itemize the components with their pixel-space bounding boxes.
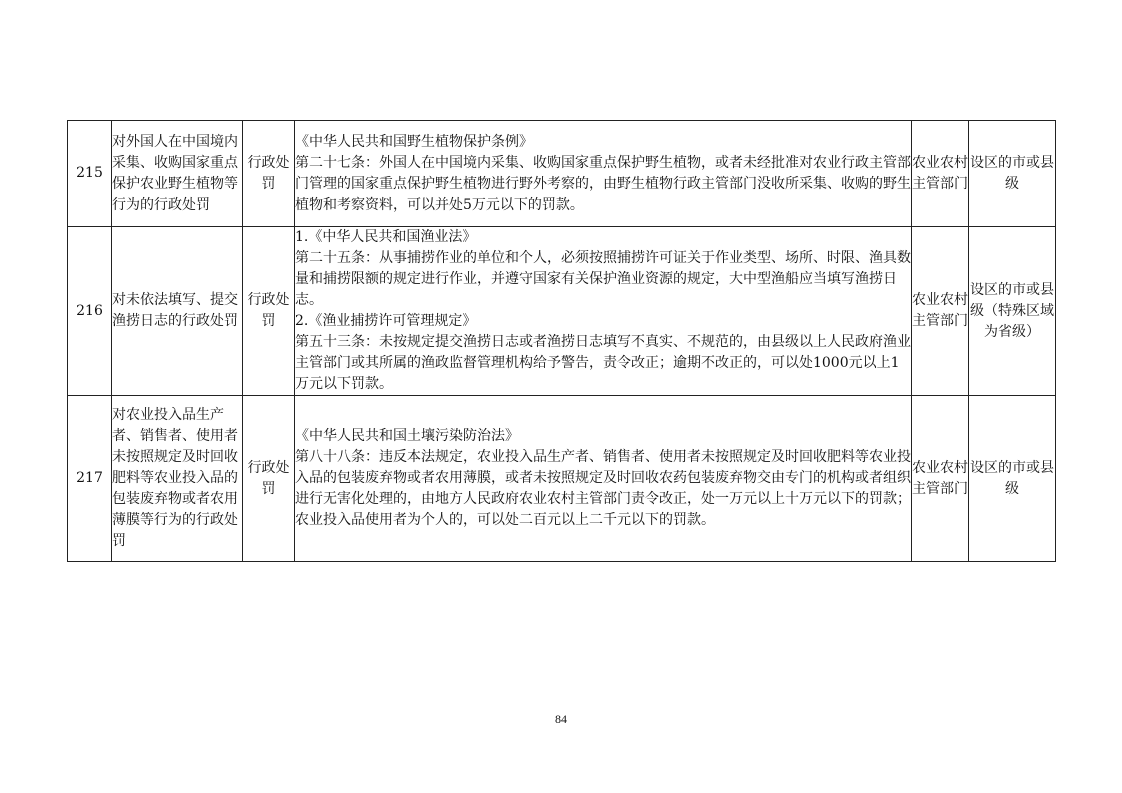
legal-basis <box>295 121 912 227</box>
basis-line: 第二十五条：从事捕捞作业的单位和个人，必须按照捕捞许可证关于作业类型、场所、时限、渔具数量和捕捞限额的规定进行作业，并遵守国家有关保护渔业资源的规定，大中型渔船应当填写渔捞日志。 <box>295 250 911 308</box>
basis-line: 第五十三条：未按规定提交渔捞日志或者渔捞日志填写不真实、不规范的，由县级以上人民政府渔业主管部门或其所属的渔政监督管理机构给予警告，责令改正；逾期不改正的，可以处1000元以上1万元以下罚款。 <box>295 334 911 392</box>
basis-line: 《中华人民共和国野生植物保护条例》 <box>295 133 533 150</box>
responsible-department: 农业农村主管部门 <box>912 121 969 227</box>
basis-line: 2.《渔业捕捞许可管理规定》 <box>295 313 477 329</box>
enforcement-level: 设区的市或县级 <box>969 396 1056 562</box>
basis-line: 1.《中华人民共和国渔业法》 <box>295 229 477 245</box>
item-name: 对未依法填写、提交渔捞日志的行政处罚 <box>112 227 243 396</box>
enforcement-level: 设区的市或县级 <box>969 121 1056 227</box>
row-number: 216 <box>68 227 112 396</box>
page-number: 84 <box>555 712 567 726</box>
item-category: 行政处罚 <box>243 227 295 396</box>
item-name: 对农业投入品生产者、销售者、使用者未按照规定及时回收肥料等农业投入品的包装废弃物或者农用薄膜等行为的行政处罚 <box>112 396 243 562</box>
responsible-department: 农业农村主管部门 <box>912 396 969 562</box>
table-row <box>68 396 1056 562</box>
enforcement-level: 设区的市或县级（特殊区域为省级） <box>969 227 1056 396</box>
legal-basis <box>295 227 912 396</box>
item-category: 行政处罚 <box>243 396 295 562</box>
table-row <box>68 121 1056 227</box>
item-name: 对外国人在中国境内采集、收购国家重点保护农业野生植物等行为的行政处罚 <box>112 121 243 227</box>
legal-basis <box>295 396 912 562</box>
row-number: 215 <box>68 121 112 227</box>
basis-line: 第八十八条：违反本法规定，农业投入品生产者、销售者、使用者未按照规定及时回收肥料等农业投入品的包装废弃物或者农用薄膜，或者未按照规定及时回收农药包装废弃物交由专门的机构或者组织进行无害化处理的，由地方人民政府农业农村主管部门责令改正，处一万元以上十万元以下的罚款；农业投入品使用者为个人的，可以处二百元以上二千元以下的罚款。 <box>295 449 911 528</box>
item-category: 行政处罚 <box>243 121 295 227</box>
row-number: 217 <box>68 396 112 562</box>
penalty-table <box>67 120 1056 562</box>
table-row <box>68 227 1056 396</box>
basis-line: 第二十七条：外国人在中国境内采集、收购国家重点保护野生植物，或者未经批准对农业行政主管部门管理的国家重点保护野生植物进行野外考察的，由野生植物行政主管部门没收所采集、收购的野生植物和考察资料，可以并处5万元以下的罚款。 <box>295 154 911 213</box>
basis-line: 《中华人民共和国土壤污染防治法》 <box>295 428 519 444</box>
responsible-department: 农业农村主管部门 <box>912 227 969 396</box>
